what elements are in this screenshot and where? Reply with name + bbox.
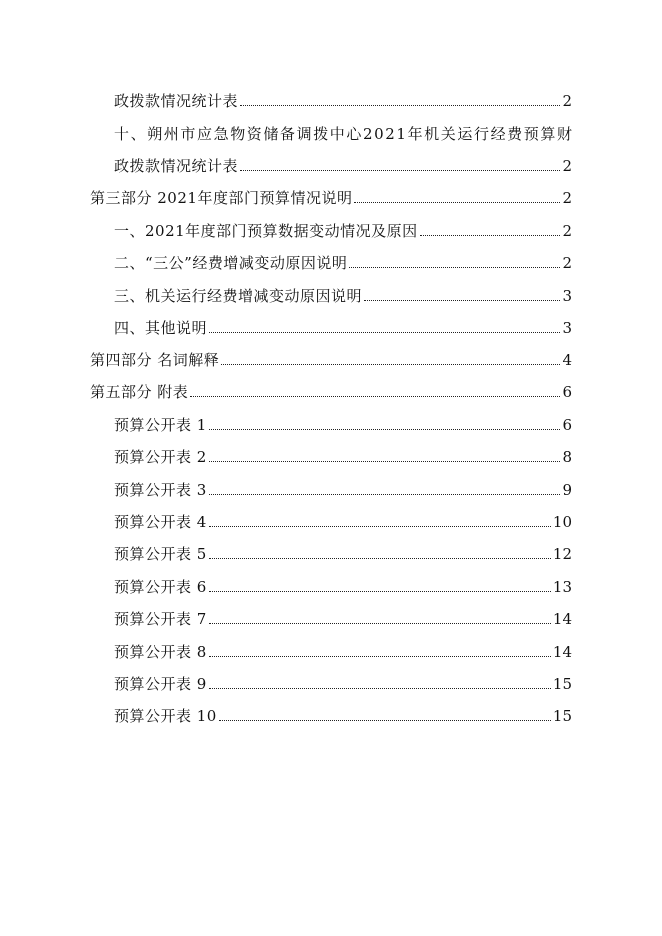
toc-entry-page: 13 xyxy=(552,578,572,596)
toc-entry-page: 14 xyxy=(552,643,572,661)
toc-entry-title: 二、“三公”经费增减变动原因说明 xyxy=(114,254,348,272)
toc-entry-page: 4 xyxy=(562,351,572,369)
toc-entry-title: 预算公开表 4 xyxy=(114,513,207,531)
toc-entry-page: 2 xyxy=(562,157,572,175)
toc-entry[interactable] xyxy=(90,184,572,208)
toc-entry-page: 14 xyxy=(552,610,572,628)
dot-leader xyxy=(209,332,560,333)
toc-entry[interactable] xyxy=(90,378,572,402)
toc-entry-page: 2 xyxy=(562,222,572,240)
toc-entry-title: 第四部分 名词解释 xyxy=(90,351,220,369)
toc-entry-page: 9 xyxy=(562,481,572,499)
toc-entry-page: 3 xyxy=(562,319,572,337)
dot-leader xyxy=(221,364,560,365)
dot-leader xyxy=(209,526,551,527)
toc-entry-page: 15 xyxy=(552,675,572,693)
toc-entry[interactable] xyxy=(114,573,572,597)
dot-leader xyxy=(209,461,561,462)
toc-entry-title: 第五部分 附表 xyxy=(90,383,189,401)
toc-entry-title: 三、机关运行经费增减变动原因说明 xyxy=(114,287,363,305)
toc-entry[interactable] xyxy=(114,411,572,435)
toc-entry-page: 6 xyxy=(562,383,572,401)
dot-leader xyxy=(354,202,560,203)
toc-entry[interactable] xyxy=(114,540,572,564)
toc-entry-page: 6 xyxy=(562,416,572,434)
toc-entry-title: 一、2021年度部门预算数据变动情况及原因 xyxy=(114,222,418,240)
toc-entry-title: 预算公开表 5 xyxy=(114,545,207,563)
toc-entry-title: 政拨款情况统计表 xyxy=(114,157,239,175)
toc-entry[interactable] xyxy=(114,443,572,467)
dot-leader xyxy=(209,429,561,430)
toc-entry[interactable] xyxy=(114,282,572,306)
toc-entry-title: 十、朔州市应急物资储备调拨中心2021年机关运行经费预算财 xyxy=(114,125,574,143)
toc-entry[interactable] xyxy=(90,346,572,370)
toc-entry-page: 2 xyxy=(562,92,572,110)
toc-entry-title: 预算公开表 9 xyxy=(114,675,207,693)
toc-entry-page: 12 xyxy=(552,545,572,563)
toc-entry[interactable] xyxy=(114,87,572,111)
toc-entry-title: 四、其他说明 xyxy=(114,319,208,337)
toc-entry[interactable] xyxy=(114,249,572,273)
dot-leader xyxy=(190,396,560,397)
toc-entry[interactable] xyxy=(114,120,572,144)
dot-leader xyxy=(209,688,551,689)
toc-entry[interactable] xyxy=(114,217,572,241)
dot-leader xyxy=(240,105,560,106)
toc-entry-page: 10 xyxy=(552,513,572,531)
toc-entry-page: 3 xyxy=(562,287,572,305)
toc-entry-page: 2 xyxy=(562,254,572,272)
toc-entry[interactable] xyxy=(114,638,572,662)
toc-entry-title: 政拨款情况统计表 xyxy=(114,92,239,110)
toc-entry-page: 8 xyxy=(562,448,572,466)
toc-entry[interactable] xyxy=(114,152,572,176)
toc-entry-title: 预算公开表 2 xyxy=(114,448,207,466)
dot-leader xyxy=(209,591,551,592)
dot-leader xyxy=(219,720,551,721)
toc-entry-title: 预算公开表 3 xyxy=(114,481,207,499)
toc-entry-title: 第三部分 2021年度部门预算情况说明 xyxy=(90,189,353,207)
toc-entry-page: 2 xyxy=(562,189,572,207)
toc-entry-title: 预算公开表 1 xyxy=(114,416,207,434)
dot-leader xyxy=(209,494,561,495)
toc-entry[interactable] xyxy=(114,670,572,694)
dot-leader xyxy=(364,300,560,301)
toc-entry-page: 15 xyxy=(552,707,572,725)
dot-leader xyxy=(420,235,561,236)
toc-entry[interactable] xyxy=(114,702,572,726)
toc-entry-title: 预算公开表 8 xyxy=(114,643,207,661)
toc-entry-title: 预算公开表 6 xyxy=(114,578,207,596)
toc-entry-title: 预算公开表 7 xyxy=(114,610,207,628)
toc-entry[interactable] xyxy=(114,476,572,500)
toc-entry-title: 预算公开表 10 xyxy=(114,707,217,725)
toc-entry[interactable] xyxy=(114,508,572,532)
dot-leader xyxy=(209,623,551,624)
toc-entry[interactable] xyxy=(114,314,572,338)
toc-entry[interactable] xyxy=(114,605,572,629)
dot-leader xyxy=(209,558,551,559)
dot-leader xyxy=(349,267,560,268)
dot-leader xyxy=(209,656,551,657)
dot-leader xyxy=(240,170,560,171)
